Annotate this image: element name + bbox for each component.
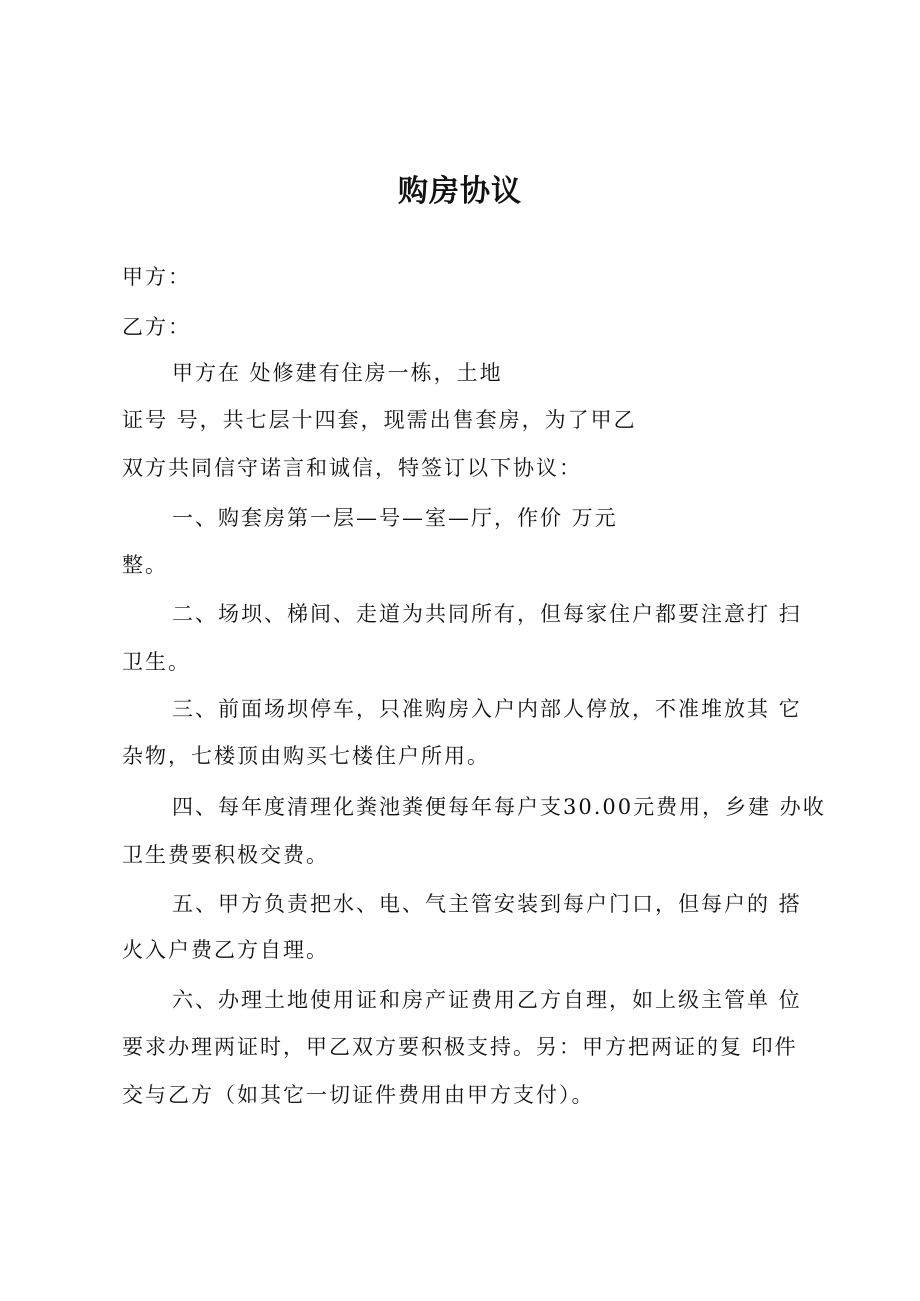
- intro-line-2: 证号 号，共七层十四套，现需出售套房，为了甲乙: [122, 408, 637, 432]
- clause-4-line-1: 四、每年度清理化粪池粪便每年每户支30.00元费用，乡建 办收: [172, 795, 826, 819]
- document-title: 购房协议: [398, 174, 522, 209]
- clause-1-line-1: 一、购套房第一层—号—室—厅，作价 万元: [172, 506, 618, 530]
- clause-6-line-3: 交与乙方（如其它一切证件费用由甲方支付）。: [122, 1083, 595, 1107]
- party-b-label: 乙方：: [122, 315, 191, 339]
- intro-line-1: 甲方在 处修建有住房一栋，土地: [172, 361, 503, 385]
- clause-5-line-1: 五、甲方负责把水、电、气主管安装到每户门口，但每户的 搭: [172, 892, 802, 916]
- clause-6-line-1: 六、办理土地使用证和房产证费用乙方自理，如上级主管单 位: [172, 988, 802, 1012]
- clause-3-line-2: 杂物，七楼顶由购买七楼住户所用。: [122, 744, 490, 768]
- clause-4-line-2: 卫生费要积极交费。: [122, 843, 329, 867]
- clause-2-line-2: 卫生。: [122, 650, 191, 674]
- party-a-label: 甲方：: [122, 265, 191, 289]
- clause-1-line-2: 整。: [122, 553, 168, 577]
- intro-line-3: 双方共同信守诺言和诚信，特签订以下协议：: [122, 456, 582, 480]
- clause-2-line-1: 二、场坝、梯间、走道为共同所有，但每家住户都要注意打 扫: [172, 602, 802, 626]
- clause-6-line-2: 要求办理两证时，甲乙双方要积极支持。另：甲方把两证的复 印件: [122, 1035, 798, 1059]
- clause-3-line-1: 三、前面场坝停车，只准购房入户内部人停放，不准堆放其 它: [172, 697, 802, 721]
- clause-5-line-2: 火入户费乙方自理。: [122, 938, 329, 962]
